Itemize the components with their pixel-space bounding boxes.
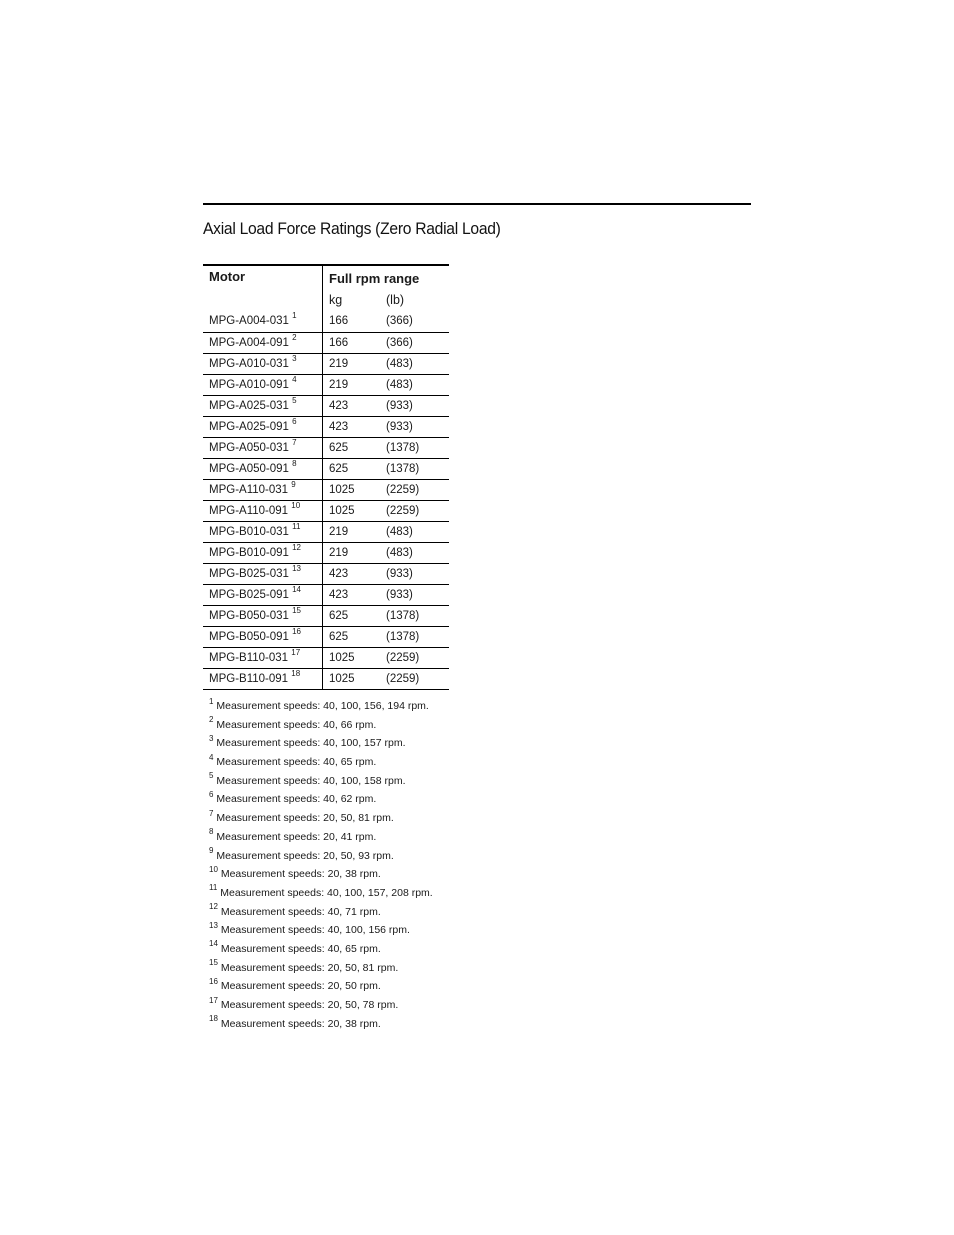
footnote-ref: 12 bbox=[292, 542, 302, 552]
motor-cell bbox=[203, 584, 323, 605]
footnote-item bbox=[209, 977, 433, 996]
lb-value: (2259) bbox=[386, 668, 449, 689]
lb-value: (933) bbox=[386, 395, 449, 416]
lb-value: (483) bbox=[386, 353, 449, 374]
section-top-rule bbox=[203, 203, 751, 205]
footnote-item bbox=[209, 772, 433, 791]
motor-name: MPG-A004-091 bbox=[209, 336, 289, 349]
motor-cell bbox=[203, 416, 323, 437]
motor-cell bbox=[203, 500, 323, 521]
lb-value: (933) bbox=[386, 563, 449, 584]
motor-name: MPG-A050-031 bbox=[209, 441, 289, 454]
motor-name: MPG-A110-031 bbox=[209, 483, 289, 496]
footnote-ref: 17 bbox=[291, 647, 301, 657]
lb-value: (483) bbox=[386, 374, 449, 395]
footnote-ref: 13 bbox=[292, 563, 302, 573]
footnote-item bbox=[209, 865, 433, 884]
footnote-item bbox=[209, 996, 433, 1015]
table-row bbox=[203, 332, 449, 353]
motor-name: MPG-B050-091 bbox=[209, 630, 289, 643]
lb-value: (933) bbox=[386, 416, 449, 437]
motor-cell bbox=[203, 311, 323, 332]
footnote-text: Measurement speeds: 40, 100, 156 rpm. bbox=[220, 924, 410, 937]
lb-value: (366) bbox=[386, 332, 449, 353]
footnote-item bbox=[209, 959, 433, 978]
table-row bbox=[203, 374, 449, 395]
footnote-item bbox=[209, 921, 433, 940]
table-row bbox=[203, 668, 449, 689]
header-full-rpm-range: Full rpm range bbox=[323, 265, 450, 288]
motor-name: MPG-B050-031 bbox=[209, 609, 289, 622]
kg-value: 1025 bbox=[323, 668, 387, 689]
motor-name: MPG-A110-091 bbox=[209, 504, 289, 517]
footnote-ref: 4 bbox=[292, 374, 297, 384]
header-unit-kg: kg bbox=[329, 292, 343, 307]
kg-value: 219 bbox=[323, 374, 387, 395]
lb-value: (483) bbox=[386, 521, 449, 542]
footnote-text: Measurement speeds: 40, 100, 157, 208 rpm. bbox=[220, 886, 433, 899]
kg-value: 423 bbox=[323, 416, 387, 437]
footnote-item bbox=[209, 847, 433, 866]
motor-name: MPG-A025-031 bbox=[209, 399, 289, 412]
table-row bbox=[203, 563, 449, 584]
footnote-ref: 15 bbox=[292, 605, 302, 615]
footnote-number: 1 bbox=[209, 696, 214, 706]
kg-value: 1025 bbox=[323, 479, 387, 500]
footnote-ref: 1 bbox=[292, 311, 297, 321]
kg-value: 625 bbox=[323, 458, 387, 479]
motor-cell bbox=[203, 563, 323, 584]
footnote-text: Measurement speeds: 40, 62 rpm. bbox=[216, 793, 377, 806]
footnote-number: 10 bbox=[209, 864, 218, 874]
footnote-ref: 9 bbox=[291, 479, 296, 489]
motor-name: MPG-A025-091 bbox=[209, 420, 289, 433]
motor-cell bbox=[203, 374, 323, 395]
motor-name: MPG-B010-091 bbox=[209, 546, 289, 559]
footnote-number: 7 bbox=[209, 808, 214, 818]
footnote-number: 8 bbox=[209, 827, 214, 837]
footnote-item bbox=[209, 940, 433, 959]
lb-value: (1378) bbox=[386, 605, 449, 626]
kg-value: 625 bbox=[323, 626, 387, 647]
kg-value: 1025 bbox=[323, 500, 387, 521]
footnote-number: 15 bbox=[209, 958, 218, 968]
footnote-ref: 3 bbox=[292, 353, 297, 363]
motor-name: MPG-B010-031 bbox=[209, 525, 289, 538]
table-row bbox=[203, 395, 449, 416]
footnote-item bbox=[209, 753, 433, 772]
footnote-text: Measurement speeds: 20, 50 rpm. bbox=[220, 980, 381, 993]
lb-value: (2259) bbox=[386, 647, 449, 668]
motor-cell bbox=[203, 626, 323, 647]
motor-cell bbox=[203, 437, 323, 458]
footnote-ref: 6 bbox=[292, 416, 297, 426]
footnote-ref: 5 bbox=[292, 395, 297, 405]
footnote-text: Measurement speeds: 40, 71 rpm. bbox=[220, 905, 381, 918]
motor-cell bbox=[203, 647, 323, 668]
footnote-number: 3 bbox=[209, 733, 214, 743]
footnote-list bbox=[209, 697, 433, 1033]
lb-value: (2259) bbox=[386, 500, 449, 521]
footnote-ref: 11 bbox=[292, 521, 301, 531]
footnote-text: Measurement speeds: 40, 100, 157 rpm. bbox=[216, 737, 406, 750]
motor-cell bbox=[203, 395, 323, 416]
footnote-number: 2 bbox=[209, 715, 214, 725]
axial-load-table bbox=[203, 264, 449, 690]
lb-value: (483) bbox=[386, 542, 449, 563]
table-row bbox=[203, 353, 449, 374]
table-row bbox=[203, 500, 449, 521]
motor-name: MPG-A004-031 bbox=[209, 315, 289, 328]
motor-name: MPG-A010-091 bbox=[209, 378, 289, 391]
lb-value: (1378) bbox=[386, 458, 449, 479]
kg-value: 166 bbox=[323, 311, 387, 332]
kg-value: 625 bbox=[323, 437, 387, 458]
lb-value: (933) bbox=[386, 584, 449, 605]
table-row bbox=[203, 521, 449, 542]
footnote-text: Measurement speeds: 20, 38 rpm. bbox=[220, 868, 381, 881]
footnote-ref: 10 bbox=[291, 500, 301, 510]
motor-name: MPG-B025-091 bbox=[209, 588, 289, 601]
header-motor: Motor bbox=[203, 265, 323, 311]
footnote-number: 5 bbox=[209, 771, 214, 781]
kg-value: 423 bbox=[323, 563, 387, 584]
footnote-item bbox=[209, 716, 433, 735]
footnote-ref: 7 bbox=[292, 437, 297, 447]
footnote-item bbox=[209, 790, 433, 809]
lb-value: (366) bbox=[386, 311, 449, 332]
header-unit-lb: (lb) bbox=[386, 292, 405, 307]
footnote-text: Measurement speeds: 20, 50, 78 rpm. bbox=[220, 999, 399, 1011]
footnote-item bbox=[209, 734, 433, 753]
footnote-item bbox=[209, 884, 433, 903]
motor-name: MPG-B110-031 bbox=[209, 651, 289, 664]
kg-value: 1025 bbox=[323, 647, 387, 668]
footnote-item bbox=[209, 809, 433, 828]
footnote-text: Measurement speeds: 20, 41 rpm. bbox=[216, 830, 377, 843]
kg-value: 625 bbox=[323, 605, 387, 626]
table-row bbox=[203, 311, 449, 332]
footnote-text: Measurement speeds: 20, 50, 81 rpm. bbox=[220, 961, 399, 974]
kg-value: 219 bbox=[323, 542, 387, 563]
section-title: Axial Load Force Ratings (Zero Radial Load) bbox=[203, 219, 501, 238]
footnote-number: 12 bbox=[209, 902, 218, 912]
motor-name: MPG-A010-031 bbox=[209, 357, 289, 370]
motor-name: MPG-B025-031 bbox=[209, 567, 289, 580]
motor-cell bbox=[203, 542, 323, 563]
footnote-item bbox=[209, 828, 433, 847]
kg-value: 423 bbox=[323, 395, 387, 416]
footnote-item bbox=[209, 903, 433, 922]
kg-value: 166 bbox=[323, 332, 387, 353]
footnote-item bbox=[209, 1015, 433, 1034]
footnote-item bbox=[209, 697, 433, 716]
motor-name: MPG-A050-091 bbox=[209, 462, 289, 475]
table-row bbox=[203, 605, 449, 626]
footnote-number: 9 bbox=[209, 846, 214, 855]
footnote-number: 11 bbox=[209, 883, 218, 893]
footnote-text: Measurement speeds: 40, 100, 156, 194 rpm. bbox=[216, 700, 429, 712]
footnote-text: Measurement speeds: 40, 66 rpm. bbox=[216, 718, 377, 731]
table-row bbox=[203, 416, 449, 437]
footnote-number: 13 bbox=[209, 920, 218, 930]
kg-value: 219 bbox=[323, 353, 387, 374]
footnote-number: 17 bbox=[209, 995, 218, 1005]
motor-cell bbox=[203, 605, 323, 626]
footnote-number: 16 bbox=[209, 976, 218, 986]
table-row bbox=[203, 542, 449, 563]
table-body bbox=[203, 311, 449, 689]
footnote-number: 6 bbox=[209, 789, 214, 799]
footnote-ref: 2 bbox=[292, 332, 297, 342]
footnote-text: Measurement speeds: 20, 50, 93 rpm. bbox=[216, 849, 394, 862]
footnote-text: Measurement speeds: 40, 100, 158 rpm. bbox=[216, 774, 406, 787]
table-row bbox=[203, 647, 449, 668]
footnote-text: Measurement speeds: 20, 38 rpm. bbox=[220, 1017, 381, 1030]
footnote-ref: 14 bbox=[292, 584, 302, 594]
table-row bbox=[203, 584, 449, 605]
lb-value: (1378) bbox=[386, 437, 449, 458]
footnote-text: Measurement speeds: 20, 50, 81 rpm. bbox=[216, 812, 394, 825]
motor-name: MPG-B110-091 bbox=[209, 672, 289, 685]
footnote-text: Measurement speeds: 40, 65 rpm. bbox=[220, 942, 381, 955]
footnote-number: 14 bbox=[209, 939, 218, 949]
footnote-ref: 16 bbox=[292, 626, 302, 636]
footnote-ref: 8 bbox=[292, 458, 297, 468]
lb-value: (2259) bbox=[386, 479, 449, 500]
motor-cell bbox=[203, 458, 323, 479]
kg-value: 219 bbox=[323, 521, 387, 542]
footnote-text: Measurement speeds: 40, 65 rpm. bbox=[216, 756, 377, 769]
footnote-ref: 18 bbox=[291, 668, 301, 678]
motor-cell bbox=[203, 521, 323, 542]
motor-cell bbox=[203, 479, 323, 500]
footnote-number: 18 bbox=[209, 1014, 218, 1024]
table-row bbox=[203, 479, 449, 500]
kg-value: 423 bbox=[323, 584, 387, 605]
footnote-number: 4 bbox=[209, 752, 214, 762]
motor-cell bbox=[203, 353, 323, 374]
table-row bbox=[203, 458, 449, 479]
table-row bbox=[203, 626, 449, 647]
motor-cell bbox=[203, 668, 323, 689]
lb-value: (1378) bbox=[386, 626, 449, 647]
table-row bbox=[203, 437, 449, 458]
motor-cell bbox=[203, 332, 323, 353]
